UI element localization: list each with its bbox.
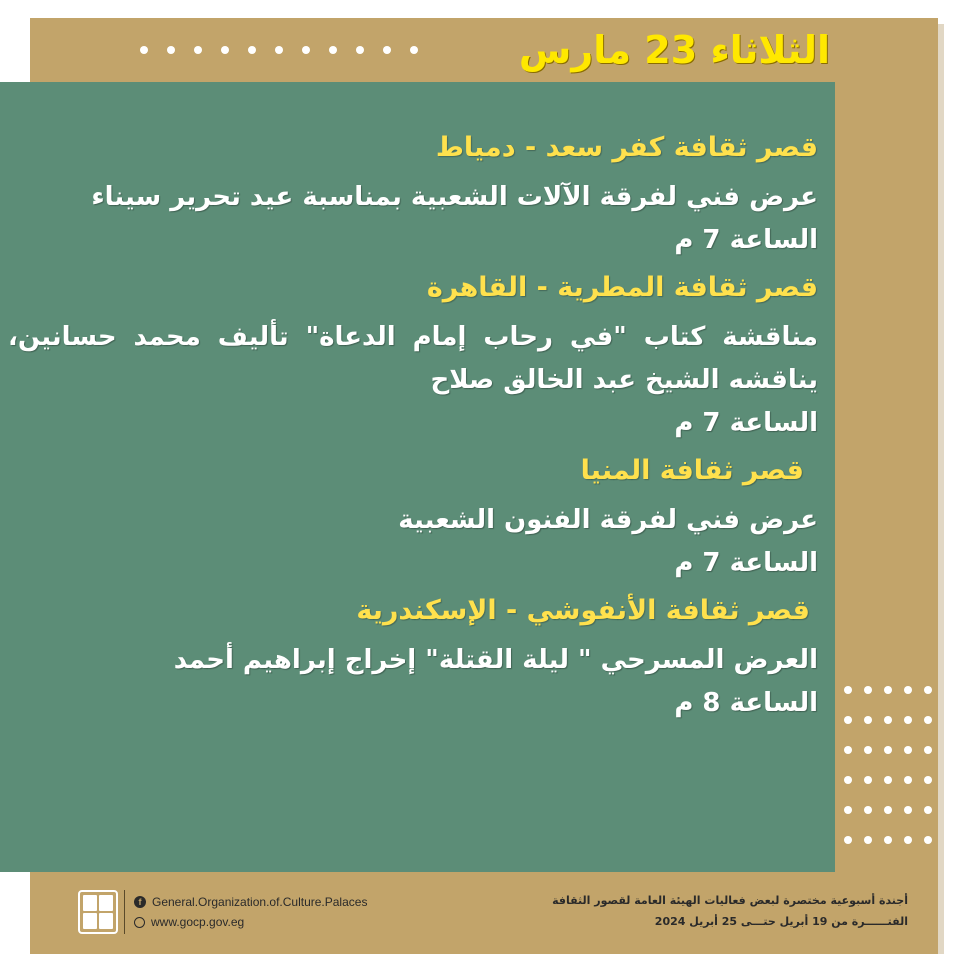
social-links: [134, 892, 367, 932]
event-item: [8, 268, 818, 445]
facebook-link[interactable]: [134, 892, 367, 912]
event-time: الساعة 8 م: [674, 688, 818, 718]
decorative-dots-grid: [844, 686, 932, 844]
footer-divider: [124, 890, 125, 934]
event-description: مناقشة كتاب "في رحاب إمام الدعاة" تأليف محمد حسانين، يناقشه الشيخ عبد الخالق صلاح: [8, 322, 818, 395]
facebook-handle: General.Organization.of.Culture.Palaces: [152, 895, 368, 909]
event-description: عرض فني لفرقة الآلات الشعبية بمناسبة عيد تحرير سيناء: [91, 182, 818, 212]
decorative-dots-top: [140, 46, 418, 54]
agenda-info: [552, 890, 908, 932]
event-description: عرض فني لفرقة الفنون الشعبية: [398, 505, 818, 535]
agenda-title: أجندة أسبوعية مختصرة لبعض فعاليات الهيئة العامة لقصور الثقافة: [552, 894, 908, 907]
gocp-logo: [78, 890, 118, 934]
event-time: الساعة 7 م: [674, 225, 818, 255]
event-item: [8, 451, 818, 585]
website-link[interactable]: [134, 912, 367, 932]
globe-icon: [134, 917, 145, 928]
events-list: [8, 128, 818, 731]
website-url: www.gocp.gov.eg: [151, 915, 245, 929]
event-venue: قصر ثقافة المنيا: [580, 455, 804, 486]
event-item: [8, 591, 818, 725]
date-title: الثلاثاء 23 مارس: [518, 28, 830, 72]
footer: [30, 876, 938, 954]
event-venue: قصر ثقافة المطرية - القاهرة: [426, 272, 818, 303]
event-time: الساعة 7 م: [674, 548, 818, 578]
event-venue: قصر ثقافة كفر سعد - دمياط: [435, 132, 818, 163]
facebook-icon: f: [134, 896, 146, 908]
agenda-period: الفتــــــرة من 19 أبريل حتـــى 25 أبريل 2024: [654, 915, 908, 928]
event-time: الساعة 7 م: [674, 408, 818, 438]
event-venue: قصر ثقافة الأنفوشي - الإسكندرية: [356, 595, 810, 626]
event-item: [8, 128, 818, 262]
event-description: العرض المسرحي " ليلة القتلة" إخراج إبراهيم أحمد: [173, 645, 818, 675]
